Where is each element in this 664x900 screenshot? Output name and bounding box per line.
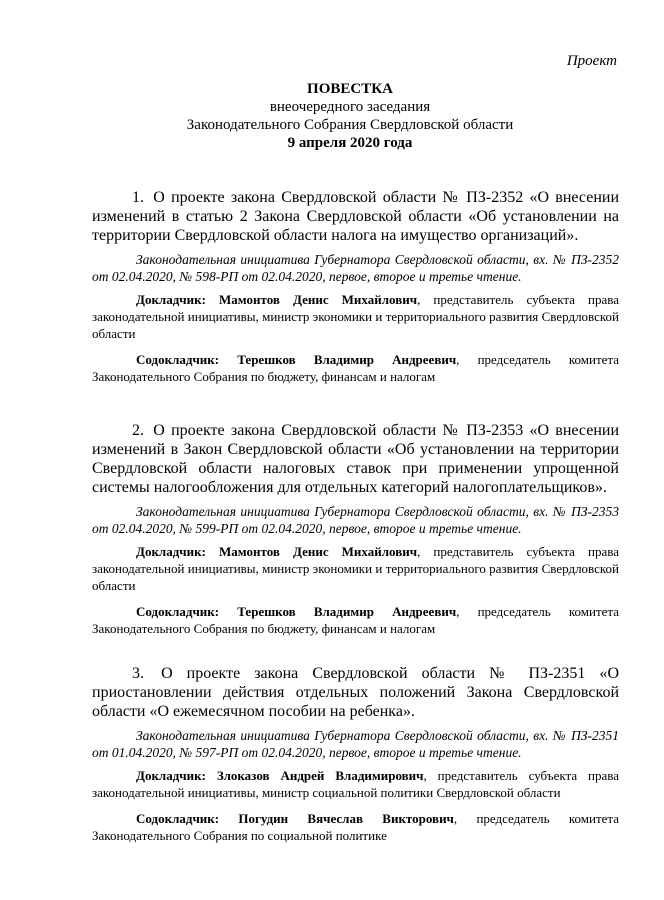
item-number: 1.: [132, 189, 144, 206]
cospeaker-label: Содокладчик:: [136, 352, 220, 367]
item-number: 2.: [132, 422, 144, 439]
speaker-label: Докладчик:: [136, 292, 206, 307]
speaker-name: Злоказов Андрей Владимирович: [216, 768, 424, 783]
agenda-title: ПОВЕСТКА: [307, 81, 393, 97]
item-speaker: [92, 543, 619, 594]
cospeaker-name: Терешков Владимир Андреевич: [237, 352, 457, 367]
item-cospeaker: [92, 351, 619, 385]
cospeaker-name: Терешков Владимир Андреевич: [237, 604, 457, 619]
item-cospeaker: [92, 810, 619, 844]
item-initiative: Законодательная инициатива Губернатора Свердловской области, вх. № ПЗ-2351 от 01.04.2020, № 597-РП от 02.04.2020, первое, второе и третье чтение.: [92, 728, 619, 760]
cospeaker-label: Содокладчик:: [136, 811, 220, 826]
draft-label: Проект: [566, 53, 617, 69]
agenda-item-3: [92, 664, 619, 844]
cospeaker-role: , председатель комитета Законодательного Собрания по бюджету, финансам и налогам: [92, 604, 619, 636]
assembly-name: Законодательного Собрания Свердловской области: [186, 117, 514, 133]
cospeaker-label: Содокладчик:: [136, 604, 220, 619]
session-date: 9 апреля 2020 года: [287, 135, 413, 151]
cospeaker-role: , председатель комитета Законодательного Собрания по социальной политике: [92, 811, 620, 843]
speaker-role: , представитель субъекта права законодательной инициативы, министр социальной политики Свердловской области: [92, 768, 619, 800]
item-speaker: [92, 767, 619, 801]
item-cospeaker: [92, 603, 619, 637]
item-title-text: О проекте закона Свердловской области № ПЗ-2352 «О внесении изменений в статью 2 Закона Свердловской области «Об установлении на территории Свердловской области налога на имущество организаций».: [92, 189, 619, 244]
item-title: [92, 664, 619, 721]
speaker-role: , представитель субъекта права законодательной инициативы, министр экономики и территориального развития Свердловской области: [92, 292, 619, 341]
item-speaker: [92, 291, 619, 342]
item-title: [92, 188, 619, 245]
item-number: 3.: [132, 665, 144, 682]
speaker-name: Мамонтов Денис Михайлович: [219, 292, 418, 307]
agenda-header: [0, 80, 664, 152]
cospeaker-role: , председатель комитета Законодательного Собрания по бюджету, финансам и налогам: [92, 352, 619, 384]
item-title: [92, 421, 619, 497]
speaker-label: Докладчик:: [136, 768, 206, 783]
speaker-name: Мамонтов Денис Михайлович: [219, 544, 418, 559]
agenda-item-1: [92, 188, 619, 385]
speaker-role: , представитель субъекта права законодательной инициативы, министр экономики и территориального развития Свердловской области: [92, 544, 619, 593]
cospeaker-name: Погудин Вячеслав Викторович: [238, 811, 454, 826]
item-title-text: О проекте закона Свердловской области № ПЗ-2351 «О приостановлении действия отдельных положений Закона Свердловской области «О ежемесячном пособии на ребенка».: [92, 665, 620, 720]
item-title-text: О проекте закона Свердловской области № ПЗ-2353 «О внесении изменений в Закон Свердловской области «Об установлении на территории Свердловской области налоговых ставок при применении упрощенной системы налогообложения для отдельных категорий налогоплательщиков».: [92, 422, 619, 496]
session-type: внеочередного заседания: [269, 99, 431, 115]
item-initiative: Законодательная инициатива Губернатора Свердловской области, вх. № ПЗ-2353 от 02.04.2020, № 599-РП от 02.04.2020, первое, второе и третье чтение.: [92, 504, 619, 536]
speaker-label: Докладчик:: [136, 544, 206, 559]
agenda-item-2: [92, 421, 619, 637]
item-initiative: Законодательная инициатива Губернатора Свердловской области, вх. № ПЗ-2352 от 02.04.2020, № 598-РП от 02.04.2020, первое, второе и третье чтение.: [92, 252, 619, 284]
